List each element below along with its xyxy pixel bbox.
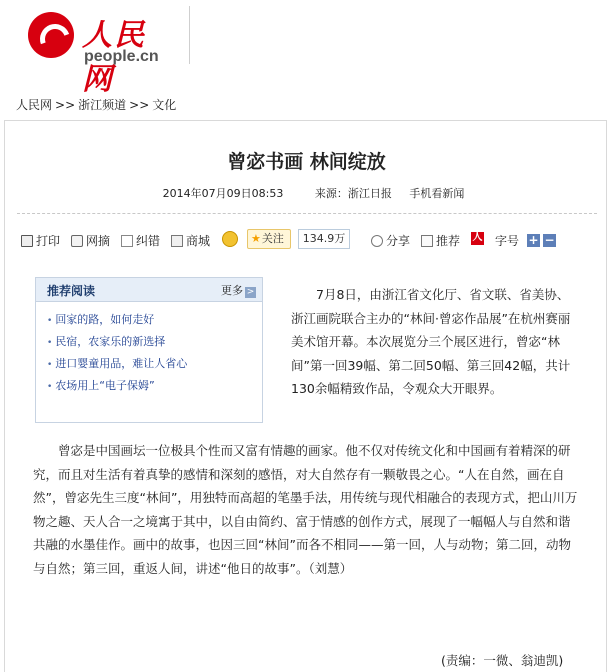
mobile-news-link[interactable]: 手机看新闻 — [409, 187, 465, 200]
font-decrease-button[interactable]: − — [544, 233, 555, 247]
share-icon — [371, 235, 383, 247]
bullet-icon: • — [47, 382, 53, 392]
breadcrumb-item-home[interactable]: 人民网 — [16, 98, 53, 112]
logo-mark-icon — [28, 12, 74, 58]
article-title: 曾宓书画 林间绽放 — [227, 151, 386, 173]
breadcrumb — [16, 96, 176, 113]
article-editor: (责编：一微、翁迪凯) — [441, 653, 564, 668]
share-button[interactable]: 分享 — [371, 232, 410, 249]
list-item[interactable]: • 回家的路，如何走好 — [47, 313, 155, 326]
site-header — [0, 0, 611, 97]
article-date: 2014年07月09日08:53 — [162, 187, 284, 200]
print-button[interactable]: 打印 — [21, 232, 60, 249]
article-source: 来源：浙江日报 — [314, 187, 392, 200]
font-size-label: 字号 — [495, 234, 520, 248]
recommend-header — [36, 278, 262, 302]
breadcrumb-separator: >> — [129, 98, 150, 112]
font-increase-button[interactable]: + — [528, 233, 539, 247]
follow-button[interactable]: ★关注 — [247, 229, 291, 249]
breadcrumb-separator: >> — [55, 98, 76, 112]
people-logo[interactable] — [24, 8, 174, 97]
error-report-icon — [121, 235, 133, 247]
breadcrumb-item-culture[interactable]: 文化 — [152, 98, 177, 112]
recommend-button[interactable]: 推荐 — [421, 232, 460, 249]
list-item[interactable]: • 民宿，农家乐的新选择 — [47, 335, 166, 348]
breadcrumb-item-zhejiang[interactable]: 浙江频道 — [78, 98, 127, 112]
recommend-more-link[interactable]: 更多 > — [221, 284, 255, 297]
correct-button[interactable]: 纠错 — [121, 232, 160, 249]
recommend-icon — [421, 235, 433, 247]
logo-text-en: people.cn — [84, 48, 159, 65]
people-icon: 人 — [472, 232, 483, 243]
emoticon-icon[interactable] — [222, 231, 238, 247]
font-size-control — [495, 232, 556, 249]
bullet-icon: • — [47, 360, 53, 370]
shop-icon — [171, 235, 183, 247]
list-item[interactable]: • 进口婴童用品，难让人省心 — [47, 357, 188, 370]
article-paragraph-2: 曾宓是中国画坛一位极具个性而又富有情趣的画家。他不仅对传统文化和中国画有着精深的研究，而且对生活有着真挚的感情和深刻的感悟，对大自然存有一颗敬畏之心。“人在自然，画在自然”，曾宓先生三度“林间”，用独特而高超的笔墨手法，用传统与现代相融合的表现方式，把山川万物之趣、天人合一之境寓于其中，以自由简约、富于情感的创作方式，展现了一幅幅人与自然和谐共融的水墨佳作。画中的故事，也因三回“林间”而各不相同——第一回，人与动物；第二回，动物与自然；第三回，重返人间，讲述“他日的故事”。（刘慧） — [33, 443, 578, 576]
logo-text-cn: 人民网 — [82, 18, 146, 97]
article-meta — [5, 185, 608, 201]
shop-button[interactable]: 商城 — [171, 232, 210, 249]
bookmark-icon — [71, 235, 83, 247]
article-toolbar — [21, 229, 601, 251]
follow-count: 134.9万 — [298, 229, 350, 249]
print-icon — [21, 235, 33, 247]
people-button[interactable] — [471, 232, 487, 245]
star-icon: ★ — [251, 232, 261, 245]
bullet-icon: • — [47, 338, 53, 348]
netpick-button[interactable]: 网摘 — [71, 232, 110, 249]
recommend-box — [35, 277, 263, 423]
bullet-icon: • — [47, 316, 53, 326]
article-paragraph-1: 7月8日，由浙江省文化厅、省文联、省美协、浙江画院联合主办的“林间·曾宓作品展”在杭州赛丽美术馆开幕。本次展览分三个展区进行，曾宓“林间”第一回39幅、第二回50幅、第三回42幅，共计130余幅精致作品，令观众大开眼界。 — [291, 287, 571, 396]
header-divider — [189, 6, 190, 64]
divider — [17, 213, 597, 214]
recommend-title: 推荐阅读 — [47, 284, 96, 298]
article-container — [4, 120, 607, 672]
recommend-list — [36, 302, 262, 398]
list-item[interactable]: • 农场用上“电子保姆” — [47, 379, 155, 392]
arrow-right-icon: > — [246, 287, 255, 297]
